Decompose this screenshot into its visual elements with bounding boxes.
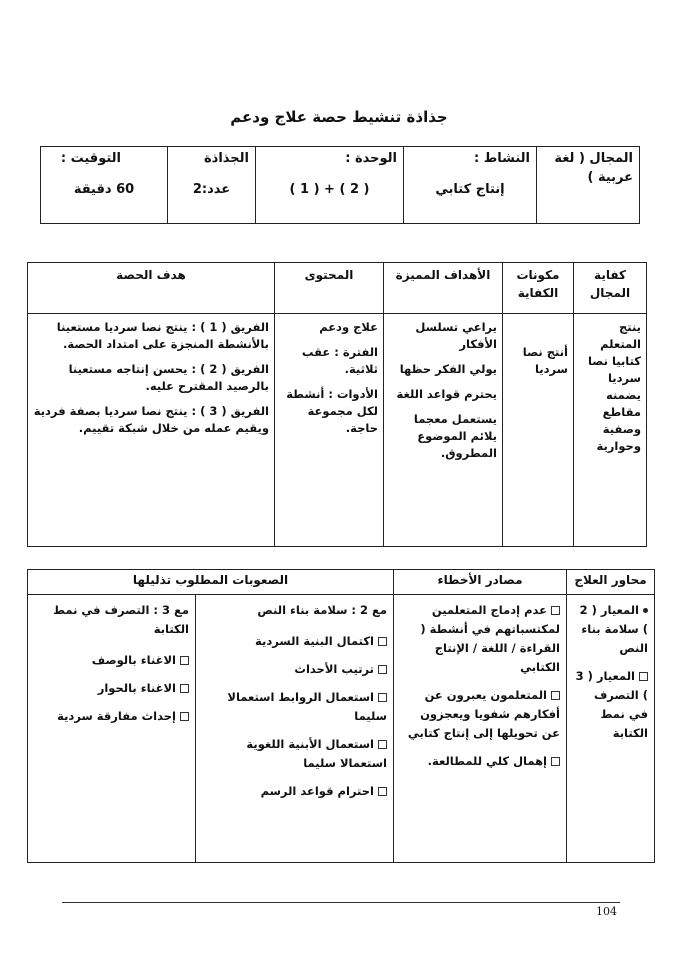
criterion2-item: اكتمال البنية السردية — [255, 634, 374, 648]
source-item: عدم إدماج المتعلمين لمكتسباتهم في أنشطة ( القراءة / اللغة / الإنتاج الكتابي — [420, 603, 560, 674]
content-item: الأدوات : أنشطة لكل مجموعة حاجة. — [286, 387, 378, 435]
axis-item: المعيار ( 3 ) التصرف في نمط الكتابة — [575, 669, 648, 740]
goals-cell — [384, 314, 503, 547]
domain-competence-text: ينتج المتعلم كتابيا نصا سرديا يضمنه مقاطع وصفية وحوارية — [574, 314, 647, 547]
criterion3-item: إحداث مفارقة سردية — [57, 709, 176, 723]
header-session-goal: هدف الحصة — [28, 263, 275, 314]
timing-cell — [41, 147, 168, 224]
criterion2-cell — [196, 595, 394, 863]
criterion2-item: ترتيب الأحداث — [294, 662, 374, 676]
content-item: الفترة : عقب ثلاثية. — [301, 345, 378, 376]
errors-table — [27, 569, 655, 863]
header-axes: محاور العلاج — [567, 570, 655, 595]
page-number: 104 — [596, 905, 617, 918]
unit-label: الوحدة : — [345, 151, 397, 166]
criterion3-item: الاغناء بالحوار — [97, 681, 176, 695]
checkbox-icon — [551, 757, 560, 766]
card-label: الجذاذة — [203, 151, 249, 166]
criterion2-title: مع 2 : سلامة بناء النص — [257, 603, 387, 617]
axis-item: المعيار ( 2 ) سلامة بناء النص — [579, 603, 648, 655]
content-item: علاج ودعم — [319, 320, 378, 334]
header-difficulties: الصعوبات المطلوب تذليلها — [28, 570, 394, 595]
activity-value: إنتاج كتابي — [435, 182, 505, 197]
bullet-icon — [643, 608, 648, 613]
session-goal-item: الفريق ( 2 ) : يحسن إنتاجه مستعينا بالرصيد المقترح عليه. — [68, 362, 269, 393]
criterion2-item: استعمال الروابط استعمالا سليما — [227, 690, 387, 723]
session-goal-item: الفريق ( 3 ) : ينتج نصا سرديا بصفة فردية ويقيم عمله من خلال شبكة تقييم. — [33, 404, 269, 435]
page-title: جذاذة تنشيط حصة علاج ودعم — [230, 108, 448, 126]
checkbox-icon — [378, 665, 387, 674]
domain-label: المجال ( لغة — [554, 151, 633, 166]
checkbox-icon — [551, 691, 560, 700]
checkbox-icon — [551, 606, 560, 615]
activity-label: النشاط : — [474, 151, 530, 166]
checkbox-icon — [378, 787, 387, 796]
activity-cell — [404, 147, 537, 224]
header-sources: مصادر الأخطاء — [394, 570, 567, 595]
criterion3-title: مع 3 : التصرف في نمط الكتابة — [53, 603, 189, 636]
header-competence-components: مكونات الكفاية — [503, 263, 574, 314]
timing-label: التوقيت : — [60, 151, 121, 166]
objectives-table — [27, 262, 647, 547]
checkbox-icon — [378, 637, 387, 646]
unit-value: ( 1 ) + ( 2 ) — [289, 182, 370, 197]
criterion3-item: الاغناء بالوصف — [91, 653, 176, 667]
goal-item: يراعي تسلسل الأفكار — [415, 320, 497, 351]
checkbox-icon — [378, 740, 387, 749]
criterion2-item: استعمال الأبنية اللغوية استعمالا سليما — [246, 737, 387, 770]
session-info-table — [40, 146, 640, 224]
card-value: عدد:2 — [192, 182, 231, 197]
checkbox-icon — [639, 672, 648, 681]
criterion3-cell — [28, 595, 196, 863]
axes-cell — [567, 595, 655, 863]
timing-value: 60 دقيقة — [73, 182, 135, 197]
session-goal-item: الفريق ( 1 ) : ينتج نصا سرديا مستعينا بالأنشطة المنجزة على امتداد الحصة. — [56, 320, 269, 351]
header-domain-competence: كفاية المجال — [574, 263, 647, 314]
header-content: المحتوى — [275, 263, 384, 314]
source-item: إهمال كلي للمطالعة. — [427, 754, 547, 768]
goal-item: يحترم قواعد اللغة — [396, 387, 497, 401]
checkbox-icon — [180, 684, 189, 693]
criterion2-item: احترام قواعد الرسم — [260, 784, 374, 798]
sources-cell — [394, 595, 567, 863]
header-distinct-goals: الأهداف المميزة — [384, 263, 503, 314]
content-cell — [275, 314, 384, 547]
domain-value: عربية ) — [587, 170, 633, 185]
domain-cell — [537, 147, 640, 224]
goal-item: يولي الفكر حظها — [399, 362, 497, 376]
footer-divider — [62, 902, 620, 903]
goal-item: يستعمل معجما يلائم الموضوع المطروق. — [413, 412, 497, 460]
card-cell — [168, 147, 256, 224]
unit-cell — [256, 147, 404, 224]
session-goals-cell — [28, 314, 275, 547]
checkbox-icon — [180, 712, 189, 721]
source-item: المتعلمون يعبرون عن أفكارهم شفويا ويعجزون عن تحويلها إلى إنتاج كتابي — [407, 688, 560, 740]
checkbox-icon — [378, 693, 387, 702]
checkbox-icon — [180, 656, 189, 665]
components-text: أنتج نصا سرديا — [503, 314, 574, 547]
